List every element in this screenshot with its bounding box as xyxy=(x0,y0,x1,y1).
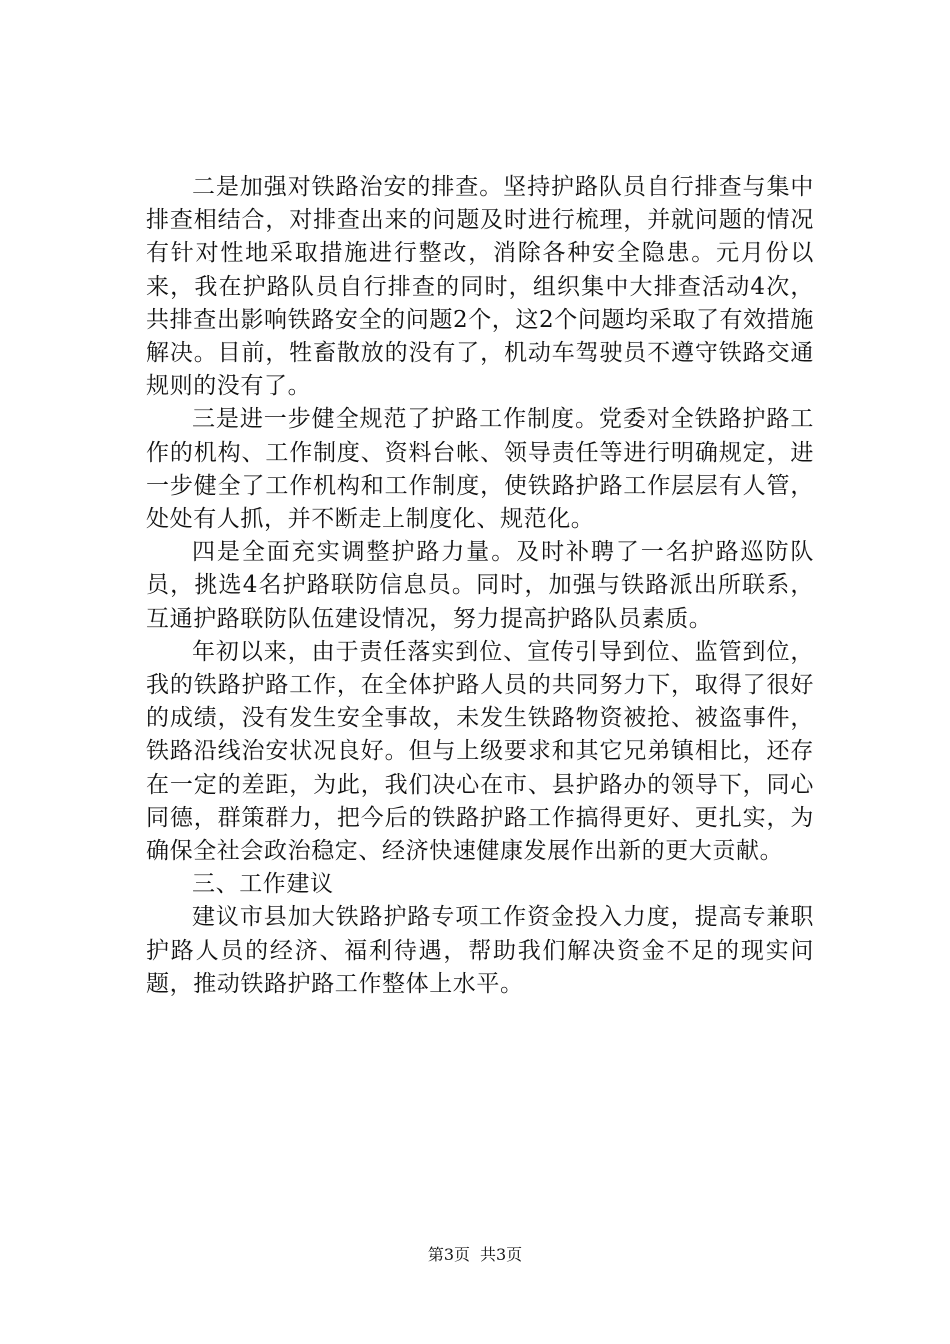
page-number: 第3页 xyxy=(427,1245,470,1264)
paragraph-troubleshooting: 二是加强对铁路治安的排查。坚持护路队员自行排查与集中排查相结合，对排查出来的问题及时进行梳理，并就问题的情况有针对性地采取措施进行整改，消除各种安全隐患。元月份以来，我在护路队员自行排查的同时，组织集中大排查活动4次，共排查出影响铁路安全的问题2个，这2个问题均采取了有效措施解决。目前，牲畜散放的没有了，机动车驾驶员不遵守铁路交通规则的没有了。 xyxy=(146,174,814,400)
paragraph-achievements: 年初以来，由于责任落实到位、宣传引导到位、监管到位，我的铁路护路工作，在全体护路人员的共同努力下，取得了很好的成绩，没有发生安全事故，未发生铁路物资被抢、被盗事件，铁路沿线治安状况良好。但与上级要求和其它兄弟镇相比，还存在一定的差距，为此，我们决心在市、县护路办的领导下，同心同德，群策群力，把今后的铁路护路工作搞得更好、更扎实，为确保全社会政治稳定、经济快速健康发展作出新的更大贡献。 xyxy=(146,638,814,865)
section-heading-suggestions: 三、工作建议 xyxy=(192,871,334,898)
page-footer xyxy=(0,1245,950,1265)
document-body xyxy=(146,171,814,1001)
page-total: 共3页 xyxy=(480,1245,523,1264)
paragraph-suggestion: 建议市县加大铁路护路专项工作资金投入力度，提高专兼职护路人员的经济、福利待遇，帮助我们解决资金不足的现实问题，推动铁路护路工作整体上水平。 xyxy=(146,904,814,997)
paragraph-patrol-force: 四是全面充实调整护路力量。及时补聘了一名护路巡防队员，挑选4名护路联防信息员。同时，加强与铁路派出所联系，互通护路联防队伍建设情况，努力提高护路队员素质。 xyxy=(146,539,814,632)
paragraph-work-system: 三是进一步健全规范了护路工作制度。党委对全铁路护路工作的机构、工作制度、资料台帐、领导责任等进行明确规定，进一步健全了工作机构和工作制度，使铁路护路工作层层有人管，处处有人抓，并不断走上制度化、规范化。 xyxy=(146,406,814,533)
